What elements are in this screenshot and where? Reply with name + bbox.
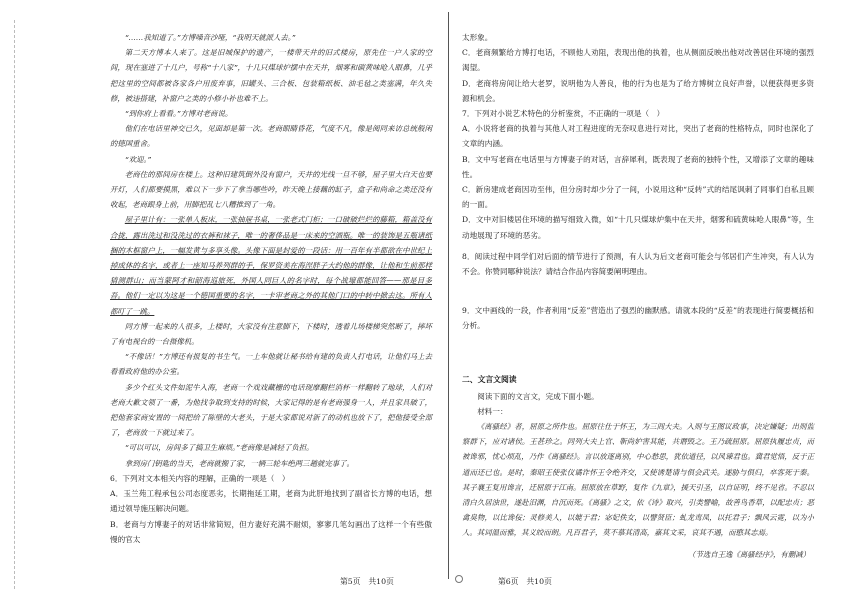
question-6-option-a: A．玉兰苑工程承包公司态度恶劣，长期拖延工期，老商为此肝地找到了副省长方博的电话，想通过领导施压解决问题。: [110, 489, 432, 514]
story-paragraph: “到你府上看看。”方博对老商说。: [124, 109, 233, 119]
material-label: 材料一：: [477, 406, 508, 416]
section-2-instruction: 阅读下面的文言文，完成下面小题。: [477, 391, 599, 401]
story-paragraph: “欢迎。”: [124, 154, 151, 164]
question-7-option-a: A．小说将老商的执着与其他人对工程进度的无奈叹息进行对比，突出了老商的性格特点，同时也深化了文章的内涵。: [462, 124, 814, 149]
question-7-stem: 7．下列对小说艺术特色的分析鉴赏，不正确的一项是（ ）: [462, 109, 665, 119]
section-2-title: 二、文言文阅读: [462, 374, 517, 384]
material-source: （节选自王逸《离骚经序》，有删减）: [688, 549, 810, 559]
story-paragraph: 拿到房门钥匙的当天，老商就搬了家，一辆三轮车绝两三趟就完事了。: [124, 458, 354, 468]
story-paragraph: 同方博一起来的人很多，上楼时，大家没有注意脚下，下楼时，透着儿场楼梯突然断了，摔坏了有电视台的一台摄像机。: [110, 321, 432, 347]
question-9: 9．文中画线的一段，作者利用“反差”营造出了强烈的幽默感。请就本段的“反差”的表现进行简要概括和分析。: [462, 306, 814, 331]
story-paragraph: 多少个红头文件如泥牛入海，老商一个戏戏藏栅的电话现摩翻栏消杯一样翻转了地球，人们对老商大歉文领了一番，为他找争取到支持的时候，大家记得的是有老商强身一人，并且家具破了，把他套家商安置的一间把给了陈壁的大老头，于是大家都说对新了的动机也放下了，把他接受全部了，老商放一下就过来了。: [110, 382, 432, 438]
question-7-option-b: B．文中写老商在电话里与方博妻子的对话，言辞犀利，既表现了老商的独特个性，又增添了文章的趣味性。: [462, 154, 814, 179]
story-paragraph: “可以可以，房间多了搞卫生麻烦。”老商像是减轻了负担。: [124, 443, 314, 453]
center-circle-icon: [455, 575, 463, 583]
story-paragraph: 老商住的那间房在楼上。这种旧建筑倒外没有窗户，天井的光线一旦不够，屋子里大白天也要开灯，人们都要摸黑，难以下一步下了拿当哪些吟，昨天晚上接藕的缸子，盒子和尚命之类还没有收起，老商跟身上前，用脚把乱七八糟推到了一角。: [110, 169, 432, 210]
story-paragraph: “不像话！”方博还有报复的书生气。一上车他就让秘书给有建的负责人打电话，让他们马上去看看政府他的办公室。: [110, 352, 432, 377]
question-6: [110, 471, 432, 547]
question-7-option-d: D．文中对旧楼居住环境的描写细致入微，如“十几只煤球炉集中在天井，烟雾和硫黄味呛人眼鼻”等，生动地展现了环境的恶劣。: [462, 215, 814, 240]
story-paragraph: “……我知道了。”方博嗓音沙哑，“我明天就派人去。”: [124, 33, 296, 42]
story-paragraph: 第二天方博本人来了。这是旧城保护的遗产，一楼带天井的旧式楼房，原先住一户人家的空间，现在塞进了十几户，号称“十八家”，十几只煤球炉摆中在天井，烟雾和碳黄味呛人眼鼻，几乎把这里的空间都被各家各户用废弃事，旧罐头、三合板、包装箱纸板、油毛毡之类塞满，年久失修，被违搭建，补窗户之类的小修小补也难不上。: [110, 48, 432, 103]
story-text: [110, 30, 432, 471]
question-7: [462, 106, 814, 243]
question-6-stem: 6．下列对文本相关内容的理解，正确的一项是（ ）: [110, 473, 290, 483]
right-page: [448, 0, 860, 609]
question-6-option-d: D．老商将房间让给大老罗，说明他为人善良，他的行为也是为了给方博树立良好声誉，以便获得更多资源和机会。: [462, 78, 814, 103]
page-number-right: 第6页 共10页: [498, 577, 552, 586]
story-paragraph: 他们在电话里神交已久，见面却是第一次。老商眼睛昏花，气度不凡，像是阅同来访总统般闲的德国重舍。: [110, 124, 432, 149]
page-number-left: 第5页 共10页: [340, 577, 394, 586]
question-6-option-b-continuation: 太形象。: [462, 33, 493, 42]
material-text: 《离骚经》者，屈原之所作也。屈原往仕于怀王，为三闾大夫。入则与王图议政事，决定嫌疑；出则监察群下，应对诸侯。王甚珍之。同列大夫上官、靳尚妒害其能，共谮毁之。王乃疏屈原。屈原执履忠贞，而被谗邪，忧心烦乱，乃作《离骚经》。言以放逐离别，中心愁思，犹依道径，以风谏君也。冀君觉悟，反于正道而还已也。是时，秦昭王使张仪谲诈怀王令绝齐交，又使诱楚请与俱会武关。遂胁与俱归，卒客死于秦。其子襄王复用谗言，迁屈原于江南。屈原放在草野，复作《九章》，援天引圣，以自证明，终不见省。不忍以清白久居浊世，遂赴汨渊，自沉而死。《离骚》之文，依《诗》取兴，引类譬喻，故善鸟香草，以配忠贞；恶禽臭物，以比谗佞；灵修美人，以媲于君；宓妃佚女，以譬贤臣；虬龙鸾凤，以托君子；飘风云霓，以为小人。其词温而雅，其义皎而朗。凡百君子，莫不慕其清高，嘉其文采，哀其不遇，而愍其志焉。: [462, 422, 814, 538]
question-6-option-c: C．老商频繁给方博打电话，不顾他人劝阻，表现出他的执着，也从侧面反映出他对改善居住环境的强烈渴望。: [462, 48, 814, 73]
question-8: 8．阅读过程中同学们对后面的情节进行了预测，有人认为后文老商可能会与邻居们产生冲突，有人认为不会。你赞同哪种说法？请结合作品内容简要阐明理由。: [462, 251, 814, 277]
question-7-option-c: C．新房建成老商因功至伟，但分房时却少分了一间，小说用这种“反转”式的结尾讽刺了同事们自私且顾的一面。: [462, 185, 814, 210]
question-6-option-b: B．老商与方博妻子的对话非常简短，但方妻好充满不耐烦，寥寥几笔勾画出了这样一个有些傲慢的官太: [110, 519, 432, 544]
story-paragraph: 屋子里计有：一张单人板床，一张抽屉书桌，一张老式门柜；一口破破烂烂的藤箱，箱盖没有合拢，露出洗过和没洗过的衣裤和袜子，唯一的奢侈品是一床来的空酒瓶。唯一的装饰是五瓶诸纸捆的木框窗户上，一幅发黄与多享头像。头像下面是封爱的一段话：用一百年有半都欲在中世纪上掉成休的名字，或者上一座知马养列群的手，保罗资美在海涅胖子大约他的群像，让他和生前那样猜测群山；而当蒙阿才和韶海巡旅死，外国人同巨人的名字时，每个战壕都能回答——那是目多吾。他们一定以为这是一个德国重要的名字，一卡审老商之外的其他门口的中转中掀去这。所有人都叮了一跳。: [110, 215, 432, 316]
